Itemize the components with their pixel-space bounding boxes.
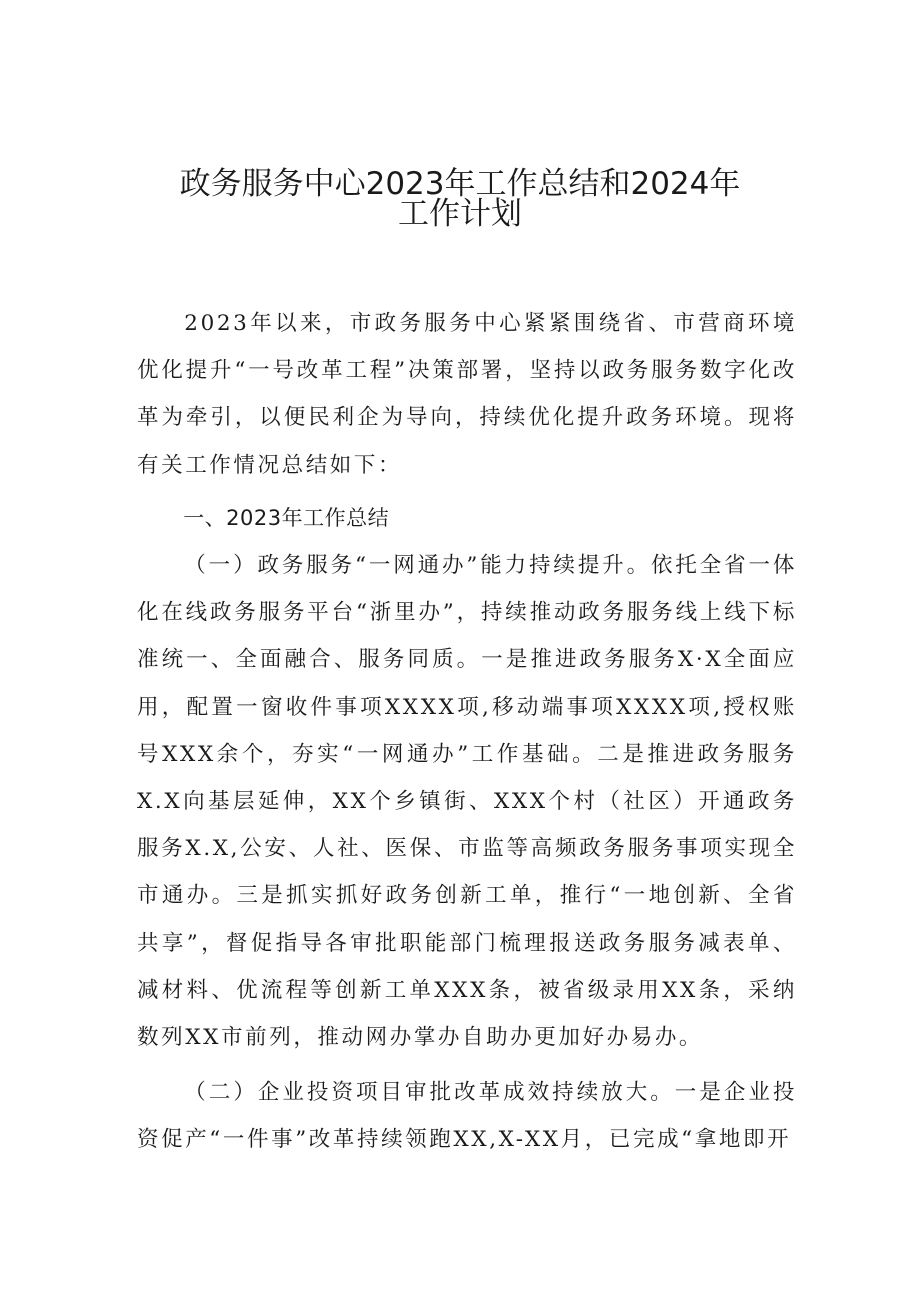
intro-paragraph: 2023年以来，市政务服务中心紧紧围绕省、市营商环境优化提升“一号改革工程”决策部署，坚持以政务服务数字化改革为牵引，以便民利企为导向，持续优化提升政务环境。现将有关工作情况总结如下：: [137, 311, 797, 478]
body-paragraph-2: （二）企业投资项目审批改革成效持续放大。一是企业投资促产“一件事”改革持续领跑XX,X-XX月，已完成“拿地即开: [137, 1080, 797, 1153]
section-heading: 一、2023年工作总结: [183, 505, 390, 530]
document-body: [137, 300, 797, 1164]
paragraph-gap: [137, 1061, 797, 1069]
document-title-line-2: 工作计划: [398, 196, 522, 232]
document-title-line-1: 政务服务中心2023年工作总结和2024年: [179, 166, 741, 202]
body-paragraph-1: （一）政务服务“一网通办”能力持续提升。依托全省一体化在线政务服务平台“浙里办”，持续推动政务服务线上线下标准统一、全面融合、服务同质。一是推进政务服务X·X全面应用，配置一窗收件事项XXXX项,移动端事项XXXX项,授权账号XXX余个，夯实“一网通办”工作基础。二是推进政务服务X.X向基层延伸，XX个乡镇街、XXX个村（社区）开通政务服务X.X,公安、人社、医保、市监等高频政务服务事项实现全市通办。三是抓实抓好政务创新工单，推行“一地创新、全省共享”，督促指导各审批职能部门梳理报送政务服务减表单、减材料、优流程等创新工单XXX条，被省级录用XX条，采纳数列XX市前列，推动网办掌办自助办更加好办易办。: [137, 553, 797, 1051]
